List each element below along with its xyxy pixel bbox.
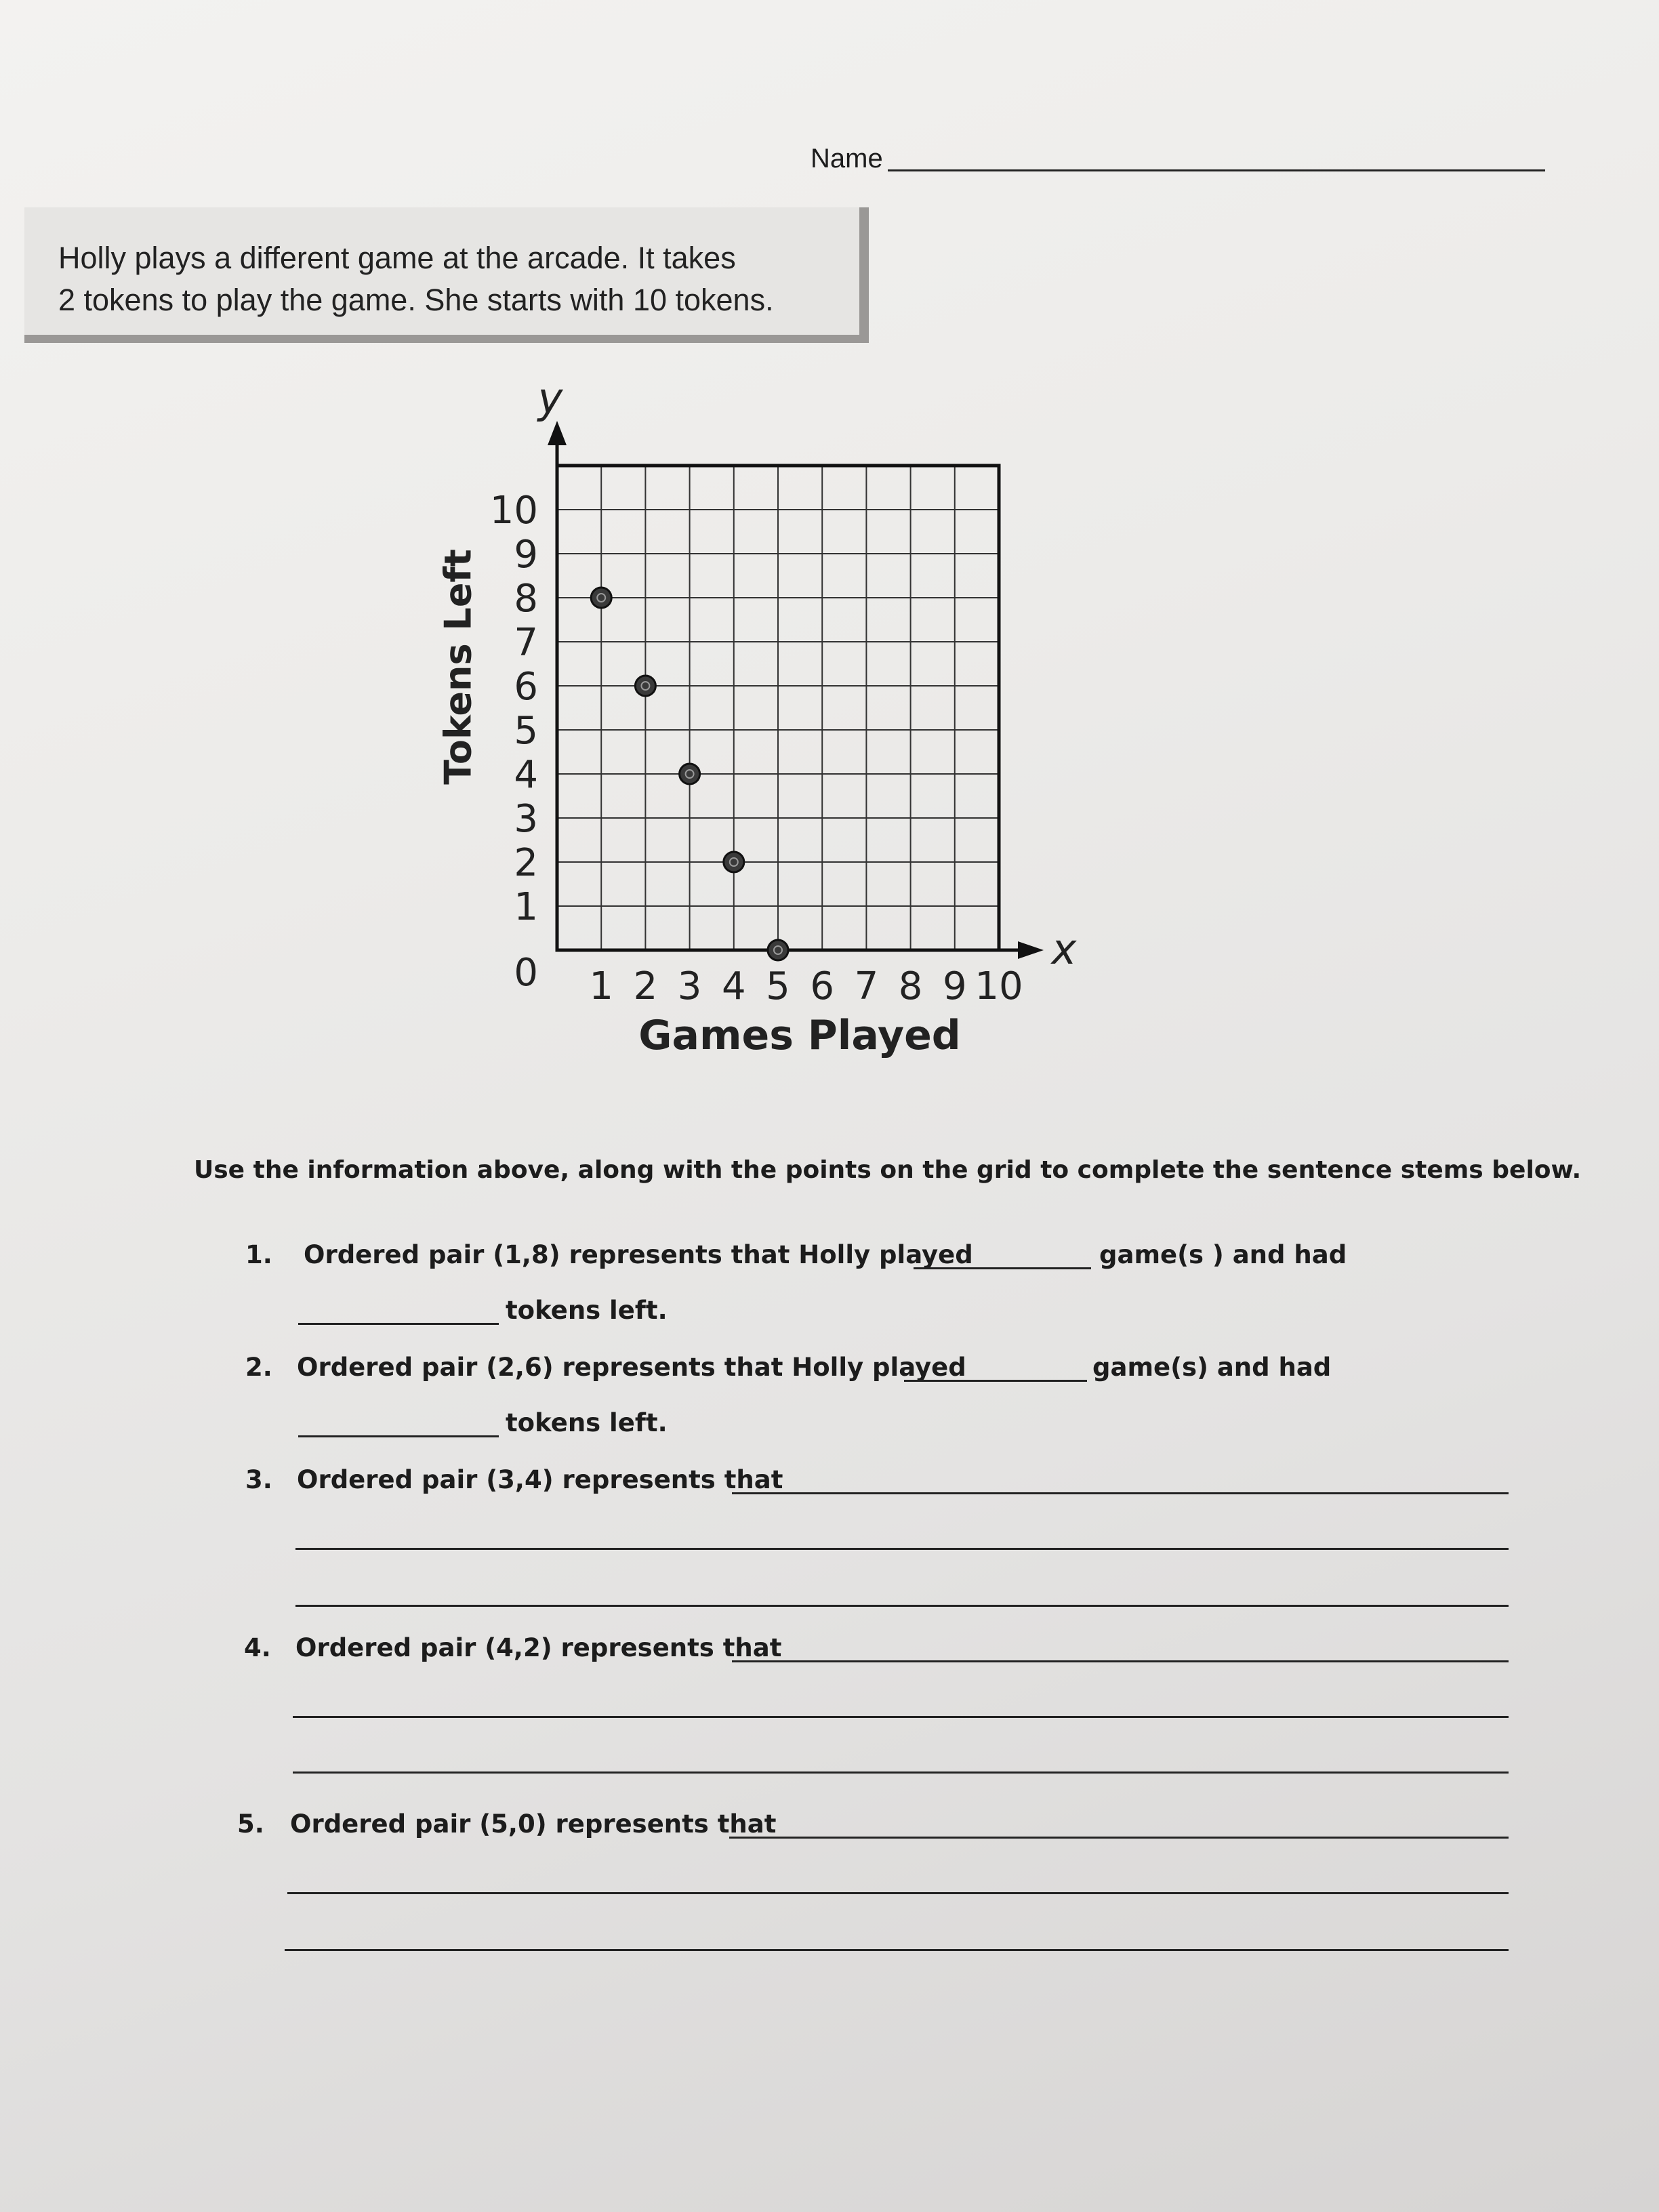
data-point-4 bbox=[724, 852, 744, 872]
q4-answer-line-2[interactable] bbox=[293, 1716, 1509, 1718]
x-tick-label: 9 bbox=[942, 964, 967, 1008]
q5-answer-line-2[interactable] bbox=[287, 1892, 1509, 1894]
x-axis-letter: x bbox=[1051, 924, 1077, 974]
y-tick-label: 10 bbox=[489, 489, 538, 533]
x-tick-label: 6 bbox=[810, 964, 835, 1008]
x-tick-label: 3 bbox=[677, 964, 702, 1008]
q5-text: Ordered pair (5,0) represents that bbox=[290, 1809, 777, 1839]
q5-answer-line-1[interactable] bbox=[729, 1837, 1509, 1839]
q2-blank-tokens[interactable] bbox=[298, 1435, 499, 1437]
data-point-2 bbox=[635, 676, 655, 696]
chart-grid bbox=[557, 466, 999, 950]
q3-answer-line-2[interactable] bbox=[295, 1548, 1509, 1550]
y-tick-label: 4 bbox=[514, 753, 538, 797]
q2-line2: tokens left. bbox=[506, 1408, 668, 1437]
data-point-3 bbox=[680, 764, 700, 784]
chart-axes bbox=[548, 421, 1044, 959]
y-tick-label: 9 bbox=[514, 533, 538, 577]
data-point-1 bbox=[591, 588, 611, 608]
data-point-5 bbox=[768, 940, 788, 960]
q3-number: 3. bbox=[245, 1465, 272, 1494]
q4-number: 4. bbox=[244, 1633, 271, 1662]
x-axis-arrow-icon bbox=[1018, 941, 1044, 959]
x-tick-label: 8 bbox=[898, 964, 923, 1008]
y-tick-label: 8 bbox=[514, 577, 538, 621]
name-label: Name bbox=[811, 144, 883, 173]
q1-number: 1. bbox=[245, 1240, 272, 1269]
q1-blank-tokens[interactable] bbox=[298, 1323, 499, 1325]
x-tick-label: 1 bbox=[589, 964, 614, 1008]
x-axis-title: Games Played bbox=[638, 1012, 961, 1059]
y-tick-label: 6 bbox=[514, 665, 538, 709]
intro-line-1: Holly plays a different game at the arcade. It takes bbox=[58, 241, 736, 275]
q2-number: 2. bbox=[245, 1353, 272, 1382]
q2-blank-games[interactable] bbox=[904, 1380, 1087, 1382]
q1-after: game(s ) and had bbox=[1099, 1240, 1347, 1269]
y-tick-label: 7 bbox=[514, 621, 538, 665]
q3-answer-line-1[interactable] bbox=[732, 1492, 1509, 1494]
q4-answer-line-3[interactable] bbox=[293, 1771, 1509, 1774]
y-axis-title: Tokens Left bbox=[436, 549, 480, 785]
y-axis-arrow-icon bbox=[548, 421, 567, 445]
y-tick-label: 3 bbox=[514, 797, 538, 841]
tokens-chart bbox=[0, 0, 1659, 1098]
y-tick-label: 1 bbox=[514, 885, 538, 929]
x-tick-label: 5 bbox=[766, 964, 790, 1008]
q4-text: Ordered pair (4,2) represents that bbox=[295, 1633, 782, 1662]
q2-text: Ordered pair (2,6) represents that Holly played bbox=[297, 1353, 966, 1382]
y-tick-label: 5 bbox=[514, 709, 538, 753]
x-tick-label: 2 bbox=[633, 964, 658, 1008]
q1-text: Ordered pair (1,8) represents that Holly played bbox=[304, 1240, 973, 1269]
q5-number: 5. bbox=[237, 1809, 264, 1839]
q1-line2: tokens left. bbox=[506, 1296, 668, 1325]
q2-after: game(s) and had bbox=[1092, 1353, 1332, 1382]
origin-label: 0 bbox=[514, 951, 538, 995]
chart-labels bbox=[437, 373, 1078, 1059]
x-tick-label: 7 bbox=[854, 964, 879, 1008]
q3-answer-line-3[interactable] bbox=[295, 1605, 1509, 1607]
instructions-text: Use the information above, along with the points on the grid to complete the sentence stems below. bbox=[194, 1156, 1582, 1184]
q5-answer-line-3[interactable] bbox=[285, 1949, 1509, 1951]
x-tick-label: 4 bbox=[721, 964, 746, 1008]
y-axis-letter: y bbox=[537, 373, 563, 423]
intro-line-2: 2 tokens to play the game. She starts with 10 tokens. bbox=[58, 283, 774, 317]
q4-answer-line-1[interactable] bbox=[732, 1660, 1509, 1662]
x-tick-label: 10 bbox=[975, 964, 1023, 1008]
q1-blank-games[interactable] bbox=[914, 1267, 1091, 1269]
y-tick-label: 2 bbox=[514, 841, 538, 885]
q3-text: Ordered pair (3,4) represents that bbox=[297, 1465, 783, 1494]
